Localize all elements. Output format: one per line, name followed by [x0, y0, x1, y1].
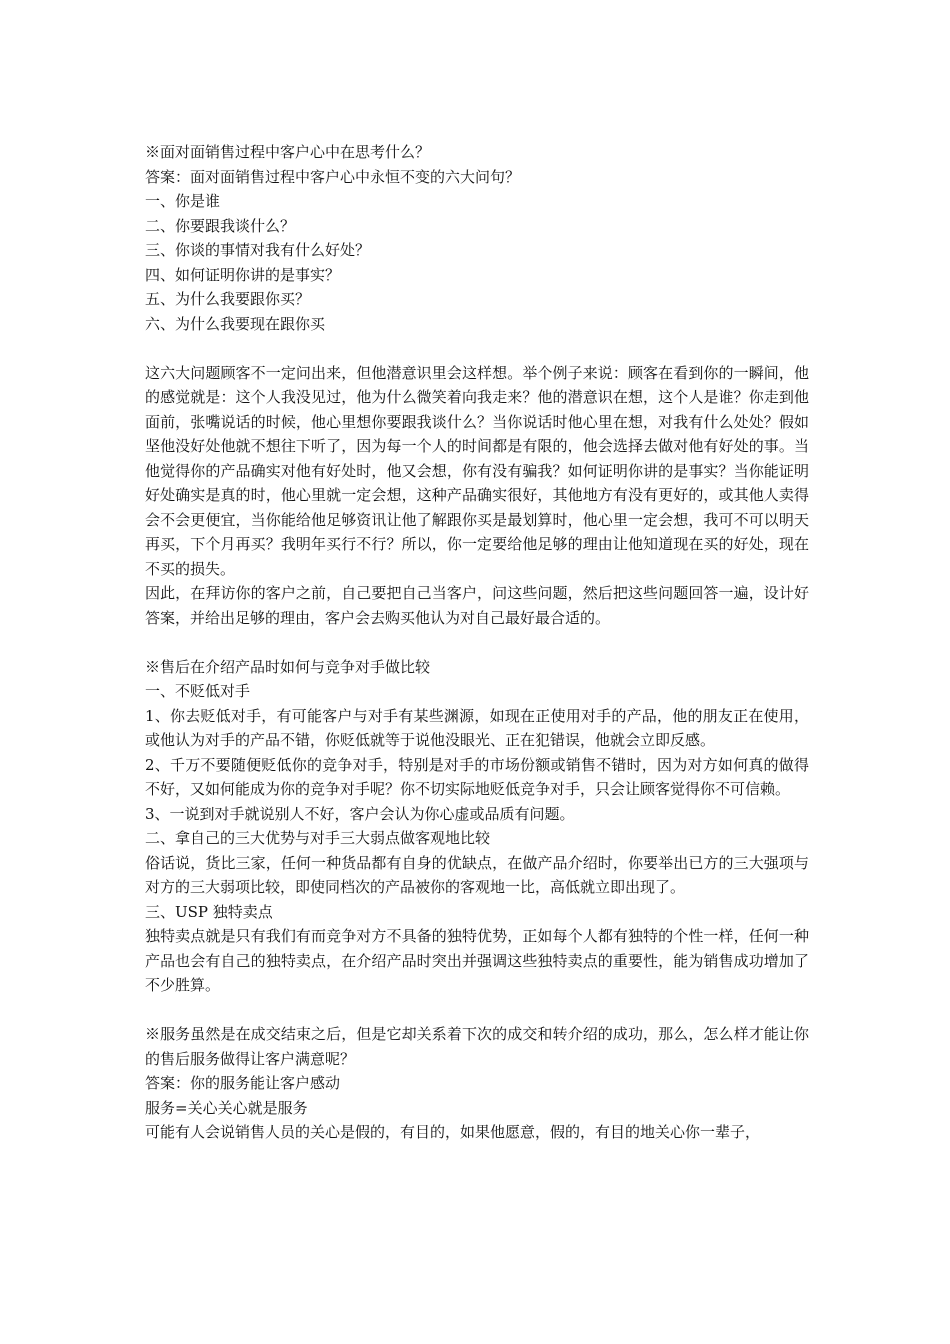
body-paragraph: 因此，在拜访你的客户之前，自己要把自己当客户，问这些问题，然后把这些问题回答一遍，设计好答案，并给出足够的理由，客户会去购买他认为对自己最好最合适的。	[145, 584, 809, 627]
subheading: 服务=关心关心就是服务	[145, 1098, 308, 1117]
section-heading: ※售后在介绍产品时如何与竞争对手做比较	[145, 657, 431, 676]
section-heading: ※服务虽然是在成交结束之后，但是它却关系着下次的成交和转介绍的成功，那么，怎么样才能让你的售后服务做得让客户满意呢？	[145, 1025, 809, 1068]
list-item: 六、为什么我要现在跟你买	[145, 314, 326, 333]
body-paragraph: 俗话说，货比三家，任何一种货品都有自身的优缺点，在做产品介绍时，你要举出已方的三大强项与对方的三大弱项比较，即使同档次的产品被你的客观地一比，高低就立即出现了。	[145, 853, 809, 896]
section-explanation	[145, 361, 809, 631]
answer-line: 答案：面对面销售过程中客户心中永恒不变的六大问句？	[145, 167, 521, 186]
body-paragraph: 1、你去贬低对手，有可能客户与对手有某些渊源，如现在正使用对手的产品，他的朋友正在使用，或他认为对手的产品不错，你贬低就等于说他没眼光、正在犯错误，他就会立即反感。	[145, 706, 809, 749]
paragraph-gap	[145, 998, 809, 1023]
list-item: 二、你要跟我谈什么？	[145, 216, 296, 235]
answer-line: 答案：你的服务能让客户感动	[145, 1074, 341, 1092]
paragraph-gap	[145, 630, 809, 655]
list-item: 一、你是谁	[145, 192, 221, 210]
section-heading: ※面对面销售过程中客户心中在思考什么？	[145, 143, 431, 161]
body-paragraph: 3、一说到对手就说别人不好，客户会认为你心虚或品质有问题。	[145, 804, 575, 823]
document-page	[145, 140, 809, 1145]
section-six-questions	[145, 140, 809, 336]
body-paragraph: 这六大问题顾客不一定问出来，但他潜意识里会这样想。举个例子来说：顾客在看到你的一瞬间，他的感觉就是：这个人我没见过，他为什么微笑着向我走来？他的潜意识在想，这个人是谁？你走到他面前，张嘴说话的时候，他心里想你要跟我谈什么？当你说话时他心里在想，对我有什么处处？假如坚他没好处他就不想往下听了，因为每一个人的时间都是有限的，他会选择去做对他有好处的事。当他觉得你的产品确实对他有好处时，他又会想，你有没有骗我？如何证明你讲的是事实？当你能证明好处确实是真的时，他心里就一定会想，这种产品确实很好，其他地方有没有更好的，或其他人卖得会不会更便宜，当你能给他足够资讯让他了解跟你买是最划算时，他心里一定会想，我可不可以明天再买，下个月再买？我明年买行不行？所以，你一定要给他足够的理由让他知道现在买的好处，现在不买的损失。	[145, 363, 809, 578]
body-paragraph: 独特卖点就是只有我们有而竞争对方不具备的独特优势，正如每个人都有独特的个性一样，任何一种产品也会有自己的独特卖点，在介绍产品时突出并强调这些独特卖点的重要性，能为销售成功增加了不少胜算。	[145, 927, 809, 994]
list-item: 三、你谈的事情对我有什么好处？	[145, 241, 371, 259]
subheading: 二、拿自己的三大优势与对手三大弱点做客观地比较	[145, 829, 491, 847]
body-paragraph: 2、千万不要随便贬低你的竞争对手，特别是对手的市场份额或销售不错时，因为对方如何真的做得不好，又如何能成为你的竞争对手呢？你不切实际地贬低竞争对手，只会让顾客觉得你不可信赖。	[145, 755, 809, 798]
section-after-sales-service	[145, 1022, 809, 1145]
subheading: 一、不贬低对手	[145, 682, 251, 700]
list-item: 四、如何证明你讲的是事实？	[145, 265, 341, 284]
list-item: 五、为什么我要跟你买？	[145, 290, 311, 308]
body-paragraph: 可能有人会说销售人员的关心是假的，有目的，如果他愿意，假的，有目的地关心你一辈子，	[145, 1123, 761, 1141]
paragraph-gap	[145, 336, 809, 361]
subheading: 三、USP 独特卖点	[145, 902, 273, 921]
section-competitor-comparison	[145, 655, 809, 998]
